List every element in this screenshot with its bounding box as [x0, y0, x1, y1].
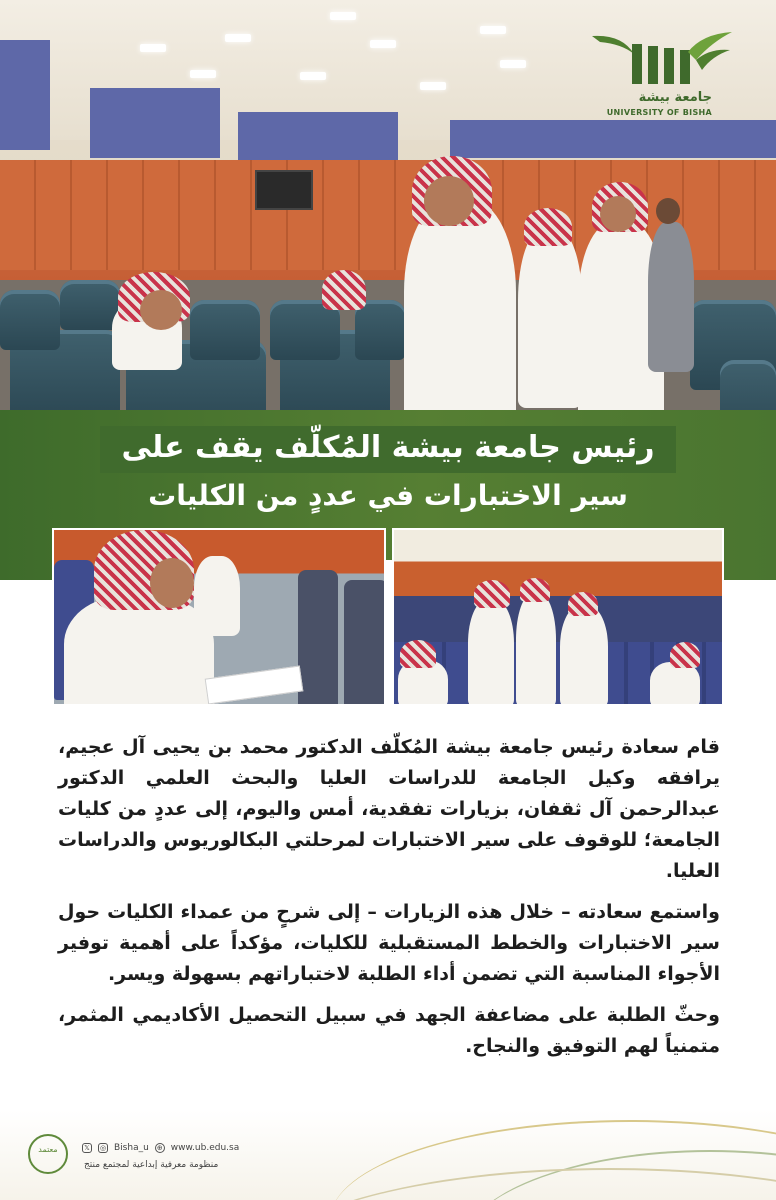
standing-person	[516, 594, 556, 706]
ceiling-light	[140, 44, 166, 52]
article-body	[58, 732, 720, 1072]
ghutra	[520, 578, 550, 602]
logo-name-english: UNIVERSITY OF BISHA	[606, 108, 712, 117]
wall-panel	[238, 112, 398, 160]
person-head	[150, 558, 194, 608]
ghutra	[322, 270, 366, 310]
ghutra	[474, 580, 510, 608]
tv-screen	[255, 170, 313, 210]
logo-leaves-icon	[592, 30, 732, 88]
wall-panel	[450, 120, 776, 158]
ceiling-light	[330, 12, 356, 20]
seated-person	[650, 662, 700, 706]
footer-tagline: منظومة معرفية إبداعية لمجتمع منتج	[84, 1160, 219, 1170]
twitter-handle[interactable]: Bisha_u	[114, 1143, 149, 1153]
paragraph-2: واستمع سعادته – خلال هذه الزيارات – إلى شرحٍ من عمداء الكليات حول سير الاختبارات والخطط المستقبلية للكليات، مؤكداً على أهمية توفير الأجواء المناسبة التي تضمن أداء الطلبة لاختباراتهم بسهولة ويسر.	[58, 901, 720, 985]
footer	[0, 1110, 776, 1200]
headline	[0, 418, 776, 512]
standing-person	[648, 222, 694, 372]
ceiling-light	[420, 82, 446, 90]
seat	[0, 290, 60, 350]
ceiling-light	[370, 40, 396, 48]
ceiling-light	[480, 26, 506, 34]
university-logo	[582, 30, 742, 122]
ghutra	[400, 640, 436, 668]
decorative-curve	[260, 1168, 776, 1200]
website-link[interactable]: www.ub.edu.sa	[170, 1143, 240, 1153]
accreditation-badge	[28, 1134, 68, 1174]
seated-person	[64, 596, 214, 706]
globe-icon: ⊕	[155, 1143, 165, 1153]
seated-person	[194, 556, 240, 636]
ghutra	[524, 208, 572, 246]
exam-paper	[205, 665, 304, 704]
ceiling-light	[300, 72, 326, 80]
headline-line-1: رئيس جامعة بيشة المُكلّف يقف على	[100, 426, 677, 473]
photo-exam-hall	[392, 528, 724, 706]
paragraph-1: قام سعادة رئيس جامعة بيشة المُكلّف الدكتور محمد بن يحيى آل عجيم، يرافقه وكيل الجامعة للدراسات العليا والبحث العلمي الدكتور عبدالرحمن آل ثقفان، بزيارات تفقدية، أمس واليوم، إلى عددٍ من كليات الجامعة؛ للوقوف على سير الاختبارات لمرحلتي البكالوريوس والدراسات العليا.	[58, 736, 720, 882]
ceiling-light	[190, 70, 216, 78]
person-head	[656, 198, 680, 224]
logo-name-arabic: جامعة بيشة	[638, 90, 712, 105]
headline-line-2: سير الاختبارات في عددٍ من الكليات	[148, 479, 628, 512]
ghutra	[568, 592, 598, 616]
person-head	[140, 290, 182, 330]
wall-panel	[0, 40, 50, 150]
ceiling-light	[500, 60, 526, 68]
badge-text: معتمد	[38, 1145, 58, 1154]
contact-info	[82, 1143, 239, 1153]
standing-person	[560, 606, 608, 706]
wall-panel	[90, 88, 220, 158]
standing-person	[404, 200, 516, 430]
standing-person	[468, 600, 514, 706]
standing-person	[518, 228, 582, 408]
seat	[344, 580, 386, 706]
instagram-icon: ◎	[99, 1144, 107, 1152]
seat	[60, 280, 120, 330]
ceiling-light	[225, 34, 251, 42]
seat	[190, 300, 260, 360]
person-head	[424, 176, 474, 226]
photo-dean-reviewing-papers	[52, 528, 386, 706]
seat	[355, 300, 405, 360]
seat	[298, 570, 338, 706]
ghutra	[670, 642, 700, 668]
paragraph-3: وحثّ الطلبة على مضاعفة الجهد في سبيل التحصيل الأكاديمي المثمر، متمنياً لهم التوفيق والنجاح.	[58, 1004, 720, 1057]
person-head	[600, 196, 636, 232]
twitter-icon: 𝕏	[82, 1143, 92, 1153]
